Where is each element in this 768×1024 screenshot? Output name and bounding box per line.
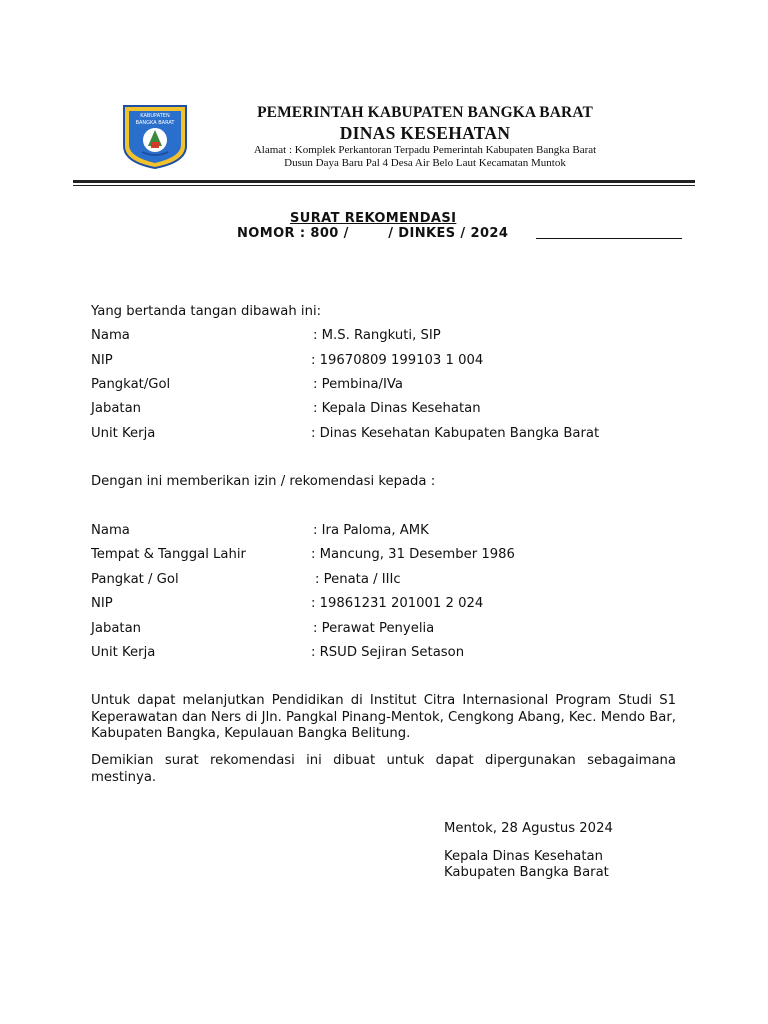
purpose-paragraph: Untuk dapat melanjutkan Pendidikan di Institut Citra Internasional Program Studi S1 Keperawatan dan Ners di Jln. Pangkal Pinang-Mentok, Cengkong Abang, Kec. Mendo Bar, Kabupaten Bangka, Kepulauan Bangka Belitung. — [91, 693, 676, 741]
letter-title: SURAT REKOMENDASI — [290, 211, 457, 226]
letterhead-divider-thick — [73, 180, 695, 183]
grant-text: Dengan ini memberikan izin / rekomendasi kepada : — [91, 474, 436, 489]
recipient-unit-label: Unit Kerja — [91, 645, 156, 660]
logo-text-bottom: BANGKA BARAT — [135, 120, 175, 126]
signer-nip-value: : 19670809 199103 1 004 — [311, 353, 484, 368]
closing-paragraph: Demikian surat rekomendasi ini dibuat untuk dapat dipergunakan sebagaimana mestinya. — [91, 753, 676, 785]
recipient-name-label: Nama — [91, 523, 130, 538]
signer-name-label: Nama — [91, 328, 130, 343]
address-line-2: Dusun Daya Baru Pal 4 Desa Air Belo Laut Kecamatan Muntok — [284, 157, 566, 169]
signer-title-line-1: Kepala Dinas Kesehatan — [444, 849, 603, 864]
recipient-birth-label: Tempat & Tanggal Lahir — [91, 547, 246, 562]
signer-position-label: Jabatan — [91, 401, 142, 416]
recipient-nip-label: NIP — [91, 596, 113, 611]
intro-text: Yang bertanda tangan dibawah ini: — [91, 304, 322, 319]
signer-position-value: : Kepala Dinas Kesehatan — [313, 401, 481, 416]
signer-nip-label: NIP — [91, 353, 113, 368]
signer-rank-label: Pangkat/Gol — [91, 377, 171, 392]
letter-number-underline — [536, 238, 682, 239]
government-name: PEMERINTAH KABUPATEN BANGKA BARAT — [257, 104, 593, 121]
recipient-position-label: Jabatan — [91, 621, 142, 636]
letterhead-divider-thin — [73, 185, 695, 186]
signer-rank-value: : Pembina/IVa — [313, 377, 403, 392]
signer-unit-value: : Dinas Kesehatan Kabupaten Bangka Barat — [311, 426, 600, 441]
regency-emblem-logo — [120, 102, 190, 170]
agency-name: DINAS KESEHATAN — [339, 123, 511, 143]
signer-name-value: : M.S. Rangkuti, SIP — [313, 328, 441, 343]
letter-number: NOMOR : 800 / / DINKES / 2024 — [237, 226, 509, 241]
recipient-position-value: : Perawat Penyelia — [313, 621, 435, 636]
recipient-name-value: : Ira Paloma, AMK — [313, 523, 429, 538]
recipient-rank-label: Pangkat / Gol — [91, 572, 179, 587]
address-line-1: Alamat : Komplek Perkantoran Terpadu Pemerintah Kabupaten Bangka Barat — [253, 144, 597, 156]
logo-text-top: KABUPATEN — [140, 113, 170, 119]
letterhead — [210, 104, 640, 170]
signer-title-line-2: Kabupaten Bangka Barat — [444, 865, 609, 880]
recipient-nip-value: : 19861231 201001 2 024 — [311, 596, 484, 611]
recipient-unit-value: : RSUD Sejiran Setason — [311, 645, 465, 660]
place-date: Mentok, 28 Agustus 2024 — [444, 821, 613, 836]
recipient-rank-value: : Penata / IIIc — [315, 572, 401, 587]
signer-unit-label: Unit Kerja — [91, 426, 156, 441]
recipient-birth-value: : Mancung, 31 Desember 1986 — [311, 547, 515, 562]
